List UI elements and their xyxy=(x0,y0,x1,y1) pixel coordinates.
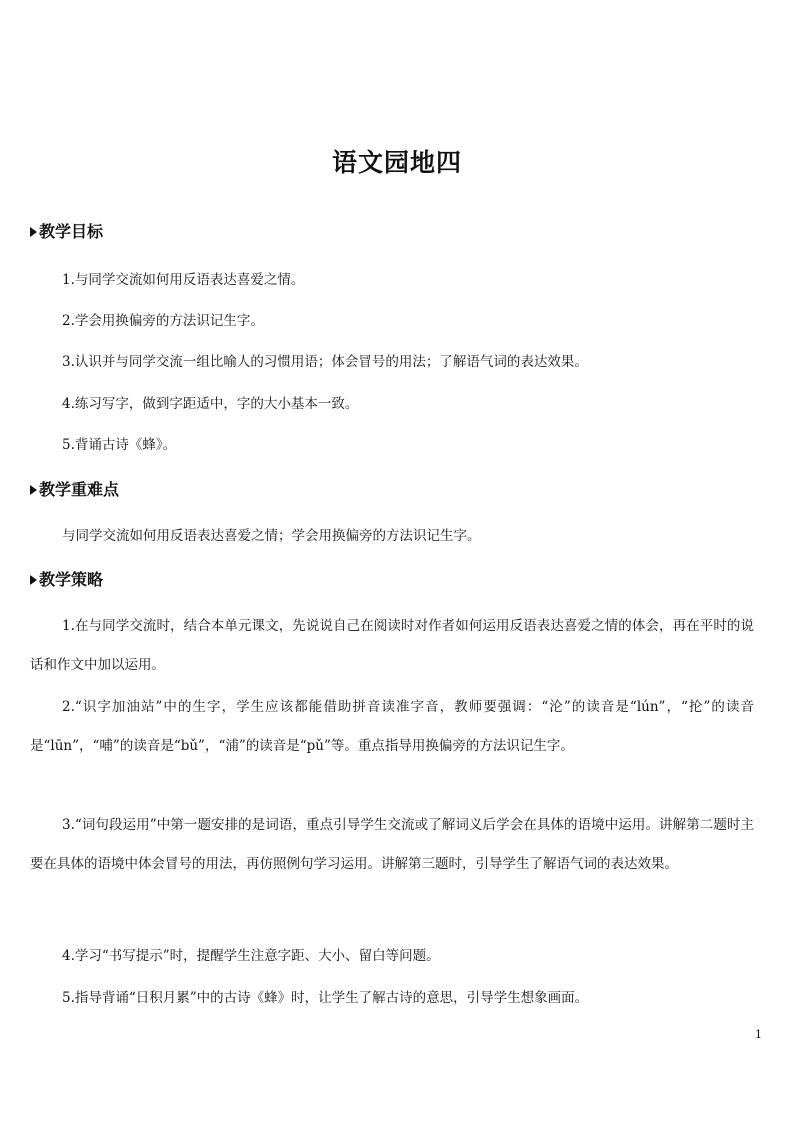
strategy-item-4: 4.学习“书写提示”时，提醒学生注意字距、大小、留白等问题。 xyxy=(62,948,440,964)
strategy-paragraph-1: 1.在与同学交流时，结合本单元课文，先说说自己在阅读时对作者如何运用反语表达喜爱之情的体会，再在平时的说话和作文中加以运用。 xyxy=(30,618,754,673)
strategy-item-5: 5.指导背诵“日积月累”中的古诗《蜂》时，让学生了解古诗的意思，引导学生想象画面。 xyxy=(62,990,589,1006)
page-number: 1 xyxy=(755,1028,762,1041)
goal-item-5: 5.背诵古诗《蜂》。 xyxy=(62,437,177,453)
section-heading-label: 教学目标 xyxy=(39,222,104,241)
triangle-right-icon xyxy=(30,485,37,495)
page-title: 语文园地四 xyxy=(331,148,462,177)
goal-item-3: 3.认识并与同学交流一组比喻人的习惯用语；体会冒号的用法；了解语气词的表达效果。 xyxy=(62,354,588,370)
section-heading-key-difficulties xyxy=(30,479,119,501)
section-heading-label: 教学策略 xyxy=(39,570,104,589)
strategy-paragraph-3: 3.“词句段运用”中第一题安排的是词语，重点引导学生交流或了解词义后学会在具体的语境中运用。讲解第二题时主要在具体的语境中体会冒号的用法，再仿照例句学习运用。讲解第三题时，引导学生了解语气词的表达效果。 xyxy=(30,817,754,872)
difficulty-item: 与同学交流如何用反语表达喜爱之情；学会用换偏旁的方法识记生字。 xyxy=(62,528,481,544)
section-heading-teaching-strategy xyxy=(30,569,103,591)
strategy-paragraph-2: 2.“识字加油站”中的生字，学生应该都能借助拼音读准字音，教师要强调：“沦”的读音是“lún”，“抡”的读音是“lūn”，“哺”的读音是“bǔ”，“浦”的读音是“pǔ”等。重点指导用换偏旁的方法识记生字。 xyxy=(30,699,754,754)
triangle-right-icon xyxy=(30,575,37,585)
triangle-right-icon xyxy=(30,227,37,237)
goal-item-4: 4.练习写字，做到字距适中，字的大小基本一致。 xyxy=(62,396,359,412)
section-heading-teaching-goals xyxy=(30,221,103,243)
goal-item-1: 1.与同学交流如何用反语表达喜爱之情。 xyxy=(62,272,305,288)
goal-item-2: 2.学会用换偏旁的方法识记生字。 xyxy=(62,313,264,329)
section-heading-label: 教学重难点 xyxy=(39,480,120,499)
